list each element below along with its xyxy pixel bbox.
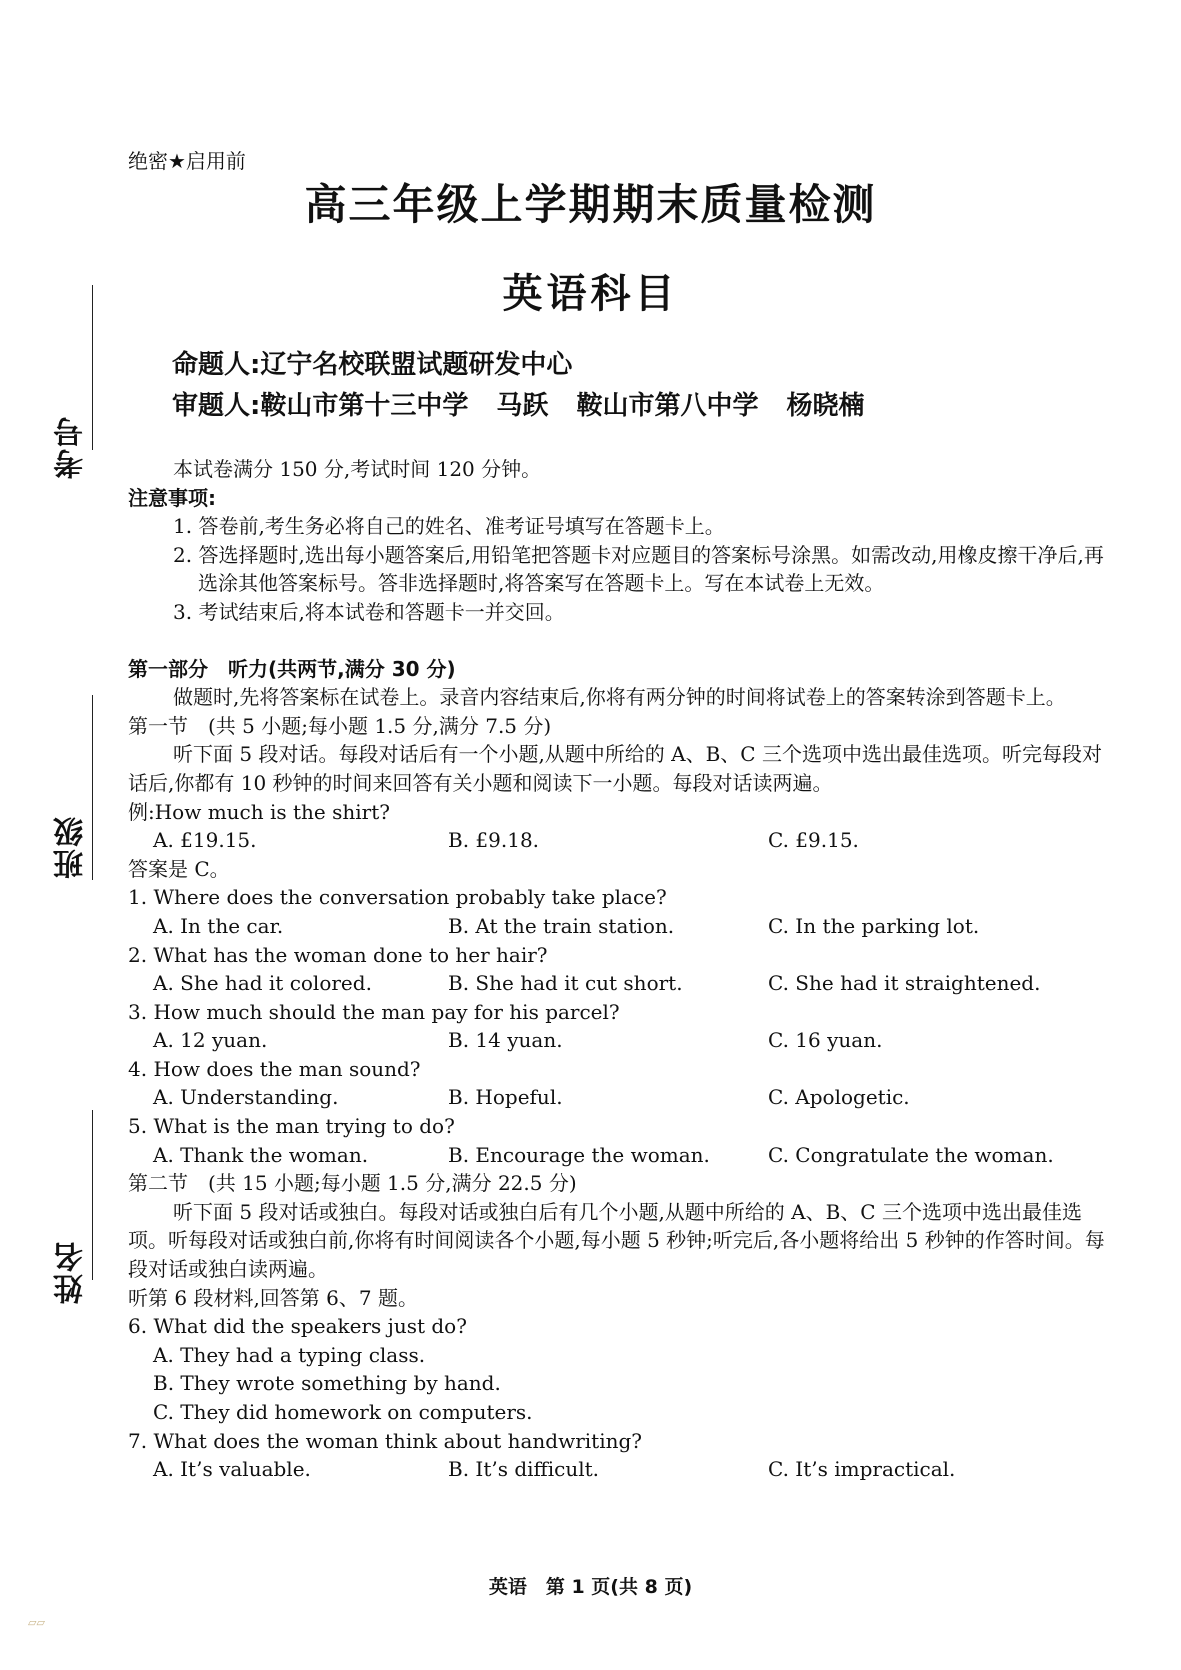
exam-no-label: 考号 [54, 415, 89, 479]
example-options [128, 826, 1108, 855]
example-question: 例:How much is the shirt? [128, 799, 390, 824]
notice-3: 3. 考试结束后,将本试卷和答题卡一并交回。 [173, 599, 565, 624]
part1-desc: 做题时,先将答案标在试卷上。录音内容结束后,你将有两分钟的时间将试卷上的答案转涂到答题卡上。 [173, 685, 1066, 710]
part1-title: 第一部分 听力(共两节,满分 30 分) [128, 656, 456, 681]
option-a: A. Understanding. [153, 1085, 339, 1110]
question-7-options [128, 1455, 1108, 1484]
option-c: C. Apologetic. [768, 1085, 910, 1110]
question-1-options [128, 912, 1108, 941]
option-b: B. She had it cut short. [448, 971, 683, 996]
option-a: A. Thank the woman. [153, 1142, 369, 1167]
reviewer-school-1: 鞍山市第十三中学 [260, 391, 469, 421]
question-1: 1. Where does the conversation probably take place? [128, 885, 667, 910]
question-5-options [128, 1141, 1108, 1170]
option-b: B. 14 yuan. [448, 1028, 563, 1053]
exam-body [128, 455, 1108, 1484]
question-3-options [128, 1026, 1108, 1055]
question-6: 6. What did the speakers just do? [128, 1314, 467, 1339]
option-b: B. Hopeful. [448, 1085, 563, 1110]
subject-title: 英语科目 [502, 270, 679, 317]
option-b: B. It’s difficult. [448, 1457, 600, 1482]
notice-1: 1. 答卷前,考生务必将自己的姓名、准考证号填写在答题卡上。 [173, 514, 725, 539]
question-4: 4. How does the man sound? [128, 1056, 421, 1081]
reviewer-name-1: 马跃 [496, 391, 549, 421]
option-a: A. She had it colored. [153, 971, 372, 996]
example-answer: 答案是 C。 [128, 856, 230, 881]
scan-mark-icon: ▱▱ [28, 1616, 45, 1629]
reviewer-name-2: 杨晓楠 [786, 391, 865, 421]
exam-title: 高三年级上学期期末质量检测 [304, 180, 877, 229]
option-a: A. 12 yuan. [153, 1028, 268, 1053]
section2-desc: 听下面 5 段对话或独白。每段对话或独白后有几个小题,从题中所给的 A、B、C 三个选项中选出最佳选项。听每段对话或独白前,你将有时间阅读各个小题,每小题 5 秒钟;听完后,各小题将给出 5 秒钟的作答时间。每段对话或独白读两遍。 [128, 1199, 1105, 1282]
option-c: C. 16 yuan. [768, 1028, 883, 1053]
author-line: 命题人:辽宁名校联盟试题研发中心 [172, 350, 573, 380]
reviewer-label: 审题人: [172, 391, 261, 421]
question-6-option-a: A. They had a typing class. [153, 1342, 426, 1367]
confidential-mark: 绝密★启用前 [128, 149, 246, 173]
option-b: B. At the train station. [448, 913, 675, 938]
section2-title: 第二节 (共 15 小题;每小题 1.5 分,满分 22.5 分) [128, 1171, 577, 1196]
option-a: A. £19.15. [153, 828, 257, 853]
option-b: B. Encourage the woman. [448, 1142, 710, 1167]
section1-title: 第一节 (共 5 小题;每小题 1.5 分,满分 7.5 分) [128, 713, 552, 738]
question-2-options [128, 969, 1108, 998]
notice-title: 注意事项: [128, 485, 216, 510]
question-7: 7. What does the woman think about handwriting? [128, 1428, 643, 1453]
page-footer: 英语 第 1 页(共 8 页) [488, 1576, 693, 1598]
question-3: 3. How much should the man pay for his parcel? [128, 999, 620, 1024]
notice-2: 2. 答选择题时,选出每小题答案后,用铅笔把答题卡对应题目的答案标号涂黑。如需改动,用橡皮擦干净后,再选涂其他答案标号。答非选择题时,将答案写在答题卡上。写在本试卷上无效。 [173, 542, 1104, 596]
question-5: 5. What is the man trying to do? [128, 1114, 455, 1139]
option-c: C. It’s impractical. [768, 1457, 956, 1482]
material-6-instruction: 听第 6 段材料,回答第 6、7 题。 [128, 1285, 418, 1310]
name-label: 姓名 [54, 1240, 89, 1304]
option-c: C. Congratulate the woman. [768, 1142, 1054, 1167]
option-a: A. In the car. [153, 913, 284, 938]
question-6-option-c: C. They did homework on computers. [153, 1400, 533, 1424]
reviewer-line [172, 385, 864, 422]
option-c: C. She had it straightened. [768, 971, 1041, 996]
question-2: 2. What has the woman done to her hair? [128, 942, 548, 967]
option-c: C. £9.15. [768, 828, 859, 853]
question-4-options [128, 1083, 1108, 1112]
option-a: A. It’s valuable. [153, 1457, 311, 1482]
section1-desc: 听下面 5 段对话。每段对话后有一个小题,从题中所给的 A、B、C 三个选项中选出最佳选项。听完每段对话后,你都有 10 秒钟的时间来回答有关小题和阅读下一小题。每段对话读两遍。 [128, 742, 1102, 795]
option-b: B. £9.18. [448, 828, 540, 853]
score-time: 本试卷满分 150 分,考试时间 120 分钟。 [173, 457, 542, 481]
reviewer-school-2: 鞍山市第八中学 [576, 391, 759, 421]
option-c: C. In the parking lot. [768, 913, 980, 938]
class-label: 班级 [54, 815, 89, 879]
question-6-option-b: B. They wrote something by hand. [153, 1371, 501, 1396]
